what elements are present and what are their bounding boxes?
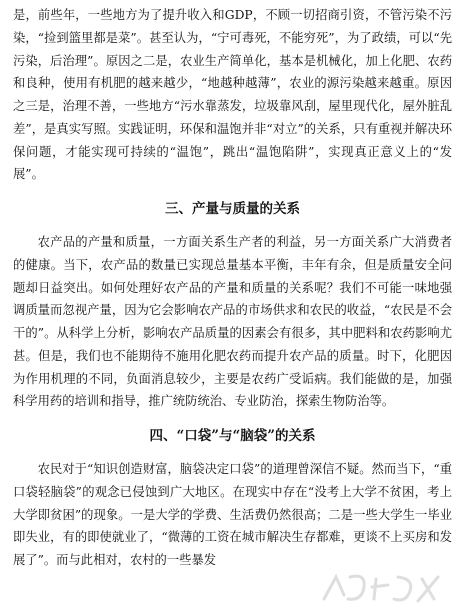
section-heading-4: 四、“口袋”与“脑袋”的关系 bbox=[149, 428, 316, 444]
paragraph-continuation: 是，前些年，一些地方为了提升收入和GDP，不顾一切招商引资，不管污染不污染，“捡到篮里都是菜”。甚至认为，“宁可毒死，不能穷死”，为了政绩，可以“先污染，后治理”。原因之二是，农业生产简单化，基本是机械化，加上化肥、农药和良种，使用有机肥的越来越少，“地越种越薄”，农业的源污染越来越重。原因之三是，治理不善，一些地方“污水靠蒸发，垃圾靠风刮，屋里现代化，屋外脏乱差”，是真实写照。实践证明，环保和温饱并非“对立”的关系，只有重视并解决环保问题，才能实现可持续的“温饱”，跳出“温饱陷阱”，实现真正意义上的“发展”。 bbox=[13, 8, 452, 182]
paragraph-pocket-brain: 农民对于“知识创造财富，脑袋决定口袋”的道理曾深信不疑。然而当下，“重口袋轻脑袋”的观念已侵蚀到广大地区。在现实中存在“没考上大学不贫困，考上大学即贫困”的现象。一是大学的学费、生活费仍然很高；二是一些大学生一毕业即失业，有的即使就业了，“微薄的工资在城市解决生存都难，更谈不上买房和发展了”。而与此相对，农村的一些暴发 bbox=[13, 462, 452, 567]
section-heading-3: 三、产量与质量的关系 bbox=[165, 201, 300, 217]
paragraph-yield-quality: 农产品的产量和质量，一方面关系生产者的利益，另一方面关系广大消费者的健康。当下，农产品的数量已实现总量基本平衡，丰年有余，但是质量安全问题却日益突出。如何处理好农产品的产量和质量的关系呢？我们不可能一味地强调质量而忽视产量，因为它会影响农产品的市场供求和农民的收益，“农民是不会干的”。从科学上分析，影响农产品质量的因素会有很多，其中肥料和农药影响尤甚。但是，我们也不能期待不施用化肥农药而提升农产品的质量。时下，化肥因为作用机理的不同，负面消息较少，主要是农药广受诟病。我们能做的是，加强科学用药的培训和指导，推广统防统治、专业防治，探索生物防治等。 bbox=[13, 235, 452, 409]
watermark-logo bbox=[314, 569, 454, 607]
